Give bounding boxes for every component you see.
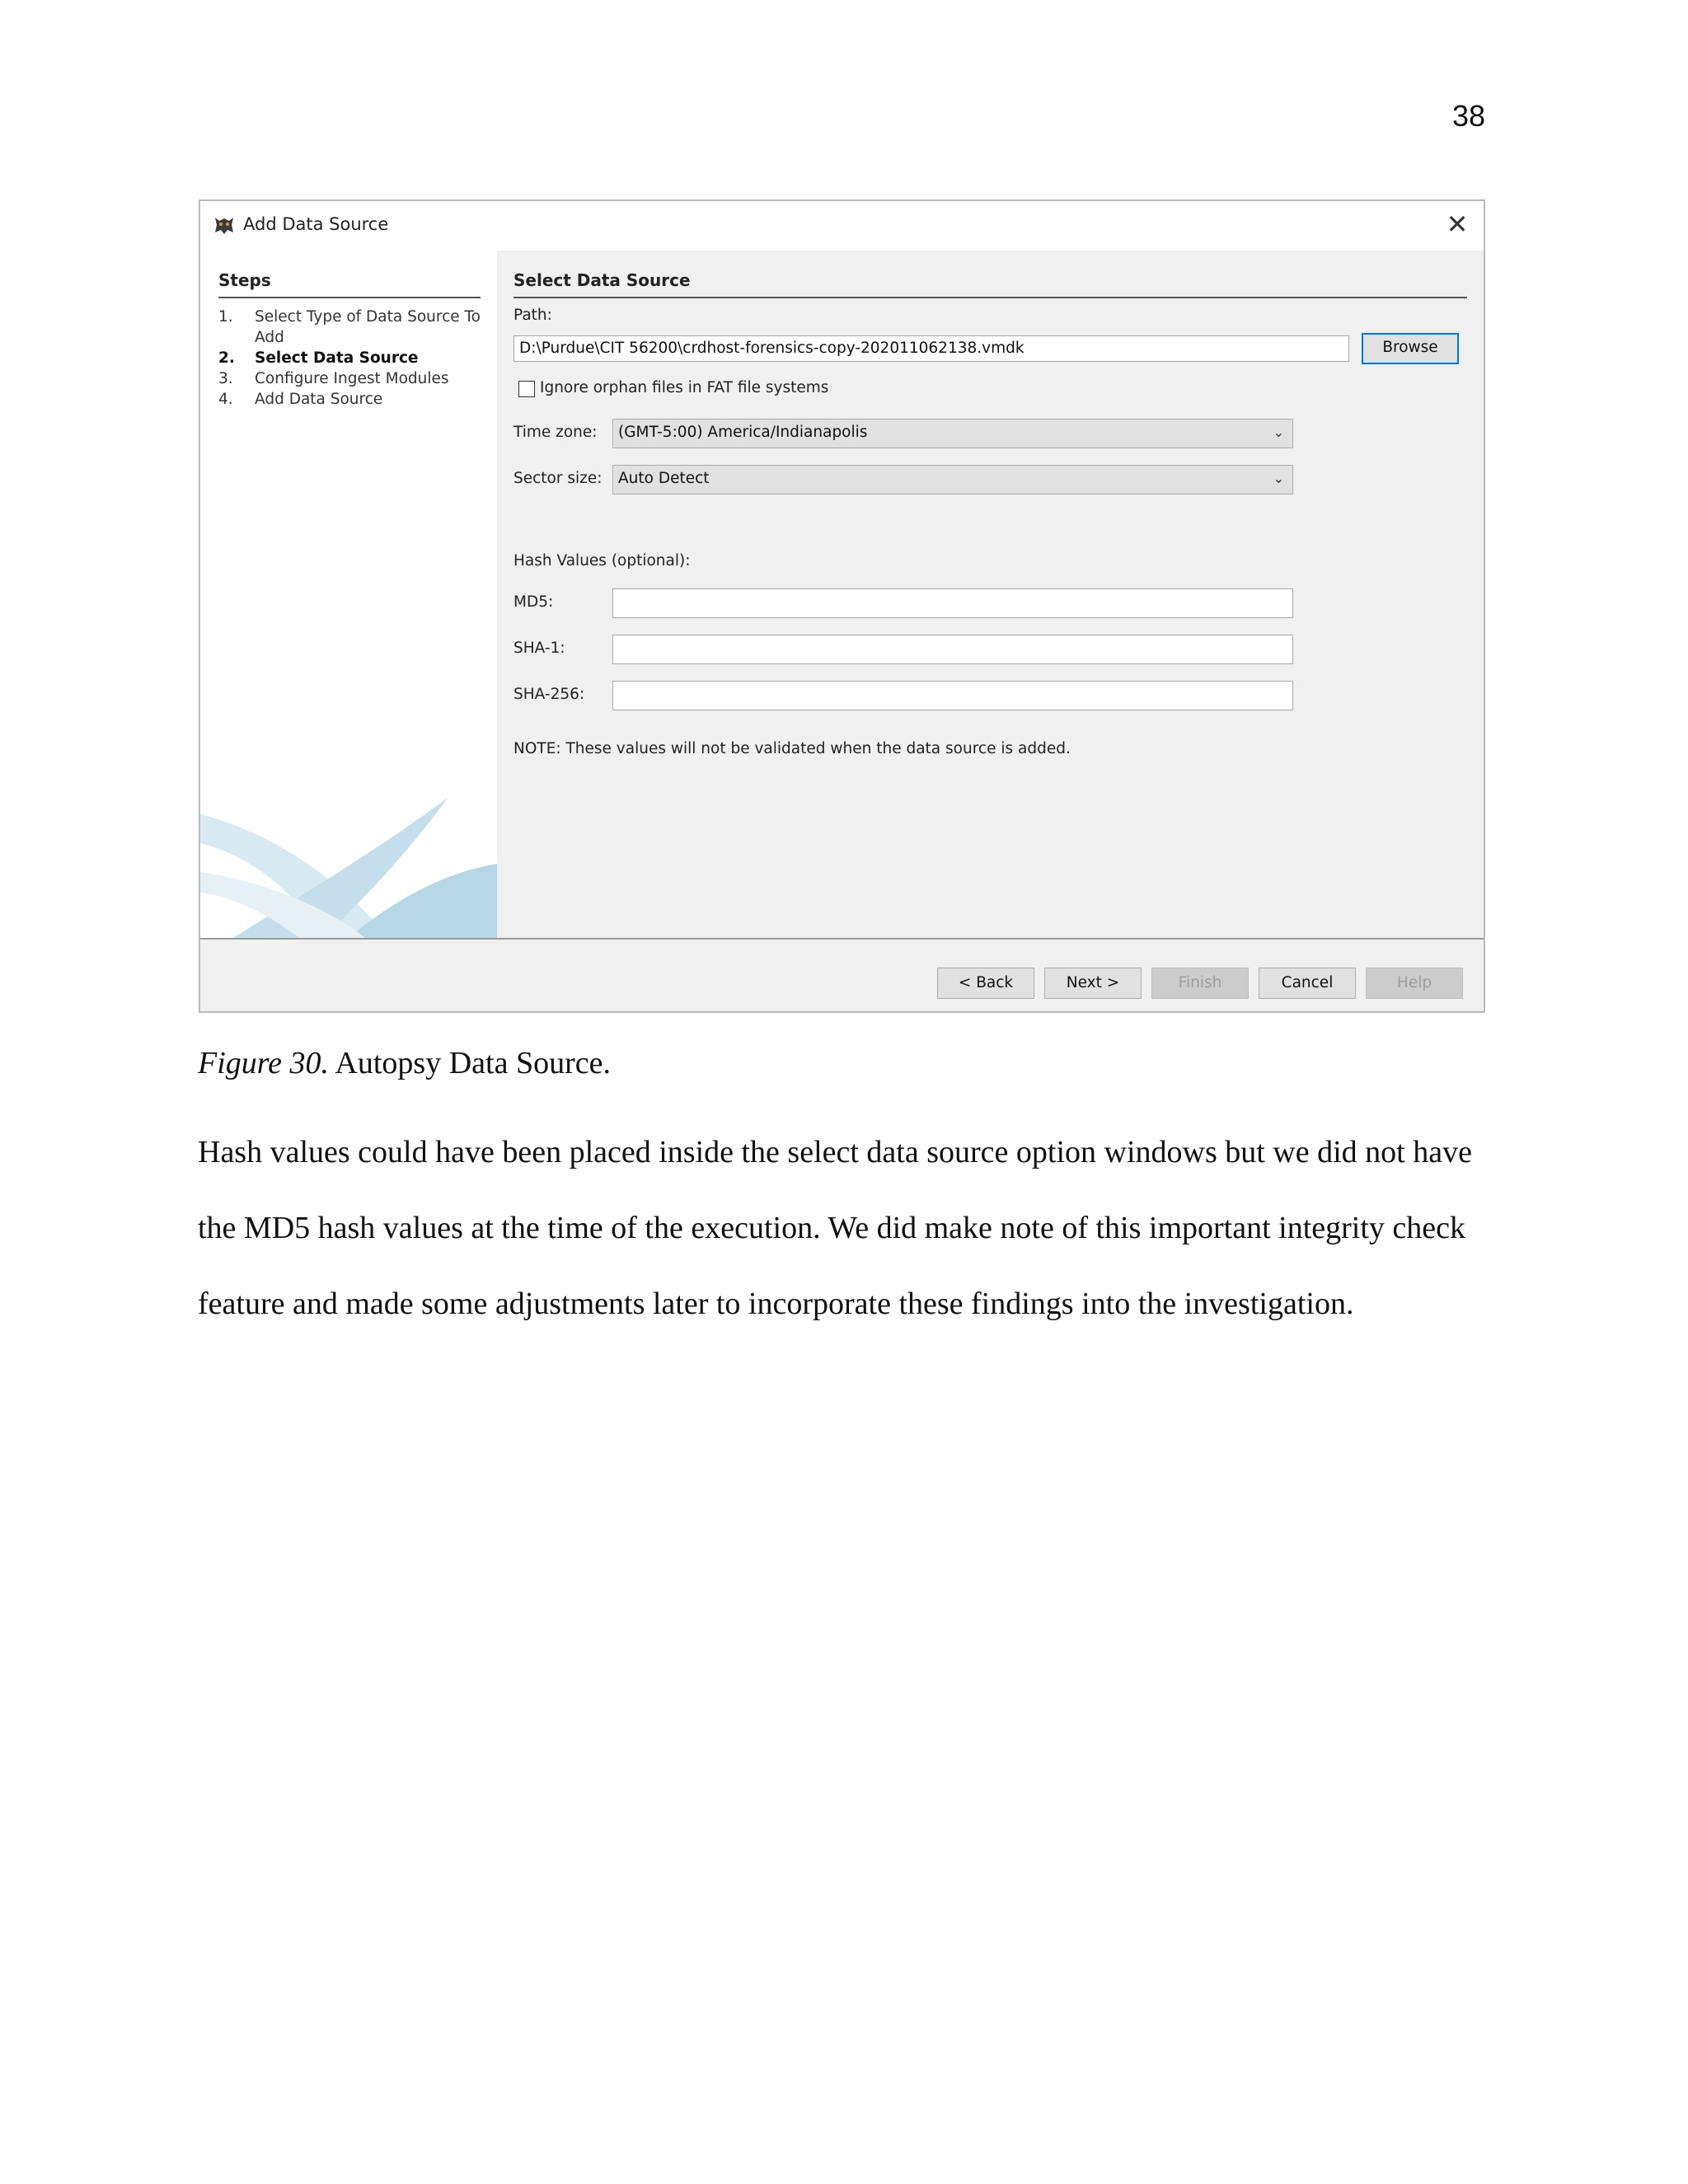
md5-label: MD5: [513,593,554,611]
path-label: Path: [513,307,552,324]
dialog-title: Add Data Source [243,214,389,234]
back-button[interactable]: < Back [937,968,1034,999]
step-item-current [218,348,487,368]
sector-size-label: Sector size: [513,470,603,487]
ignore-orphan-checkbox[interactable] [518,381,535,397]
sha256-input[interactable] [612,681,1293,710]
help-button[interactable]: Help [1366,968,1463,999]
content-pane [497,251,1484,938]
figure-caption-text: Autopsy Data Source. [329,1046,611,1080]
dialog-footer [200,938,1484,1011]
page-number: 38 [1451,99,1485,133]
sha1-input[interactable] [612,635,1293,664]
sha1-label: SHA-1: [513,640,565,657]
sector-size-select[interactable] [612,465,1293,494]
steps-list [218,307,487,410]
hash-values-heading: Hash Values (optional): [513,552,691,569]
step-label: Add Data Source [255,391,383,408]
hash-note: NOTE: These values will not be validated when the data source is added. [513,740,1071,757]
step-number: 2. [218,349,235,367]
timezone-value: (GMT-5:00) America/Indianapolis [618,424,868,441]
dialog-titlebar [200,201,1484,251]
step-label: Select Type of Data Source To Add [255,308,481,346]
finish-button[interactable]: Finish [1151,968,1249,999]
section-heading: Select Data Source [513,270,1467,298]
step-item [218,389,487,410]
autopsy-app-icon [212,213,237,237]
figure-caption [198,1045,611,1081]
body-paragraph: Hash values could have been placed inside the select data source option windows but we did not have the MD5 hash values at the time of the execution. We did make note of this important integrity check feature and made some adjustments later to incorporate these findings into the investigation. [198,1135,1472,1321]
path-input[interactable]: D:\Purdue\CIT 56200\crdhost-forensics-copy-202011062138.vmdk [513,335,1349,362]
add-data-source-dialog [199,199,1485,1013]
steps-pane [200,251,497,938]
timezone-select[interactable] [612,419,1293,448]
step-number: 4. [218,391,233,408]
step-label: Select Data Source [255,349,419,367]
browse-button[interactable]: Browse [1362,333,1459,364]
chevron-down-icon: ⌄ [1273,471,1284,486]
chevron-down-icon: ⌄ [1273,424,1284,440]
step-item [218,368,487,389]
next-button[interactable]: Next > [1044,968,1142,999]
decorative-swoosh [200,798,497,938]
steps-heading: Steps [218,270,481,298]
sector-size-value: Auto Detect [618,470,710,487]
step-number: 1. [218,308,233,326]
timezone-label: Time zone: [513,424,598,441]
sha256-label: SHA-256: [513,686,585,703]
md5-input[interactable] [612,588,1293,618]
step-label: Configure Ingest Modules [255,370,449,387]
figure-label: Figure 30. [198,1046,330,1080]
cancel-button[interactable]: Cancel [1259,968,1356,999]
ignore-orphan-label: Ignore orphan files in FAT file systems [540,379,829,396]
step-item [218,307,487,348]
step-number: 3. [218,370,233,387]
close-icon[interactable]: ✕ [1446,209,1469,240]
